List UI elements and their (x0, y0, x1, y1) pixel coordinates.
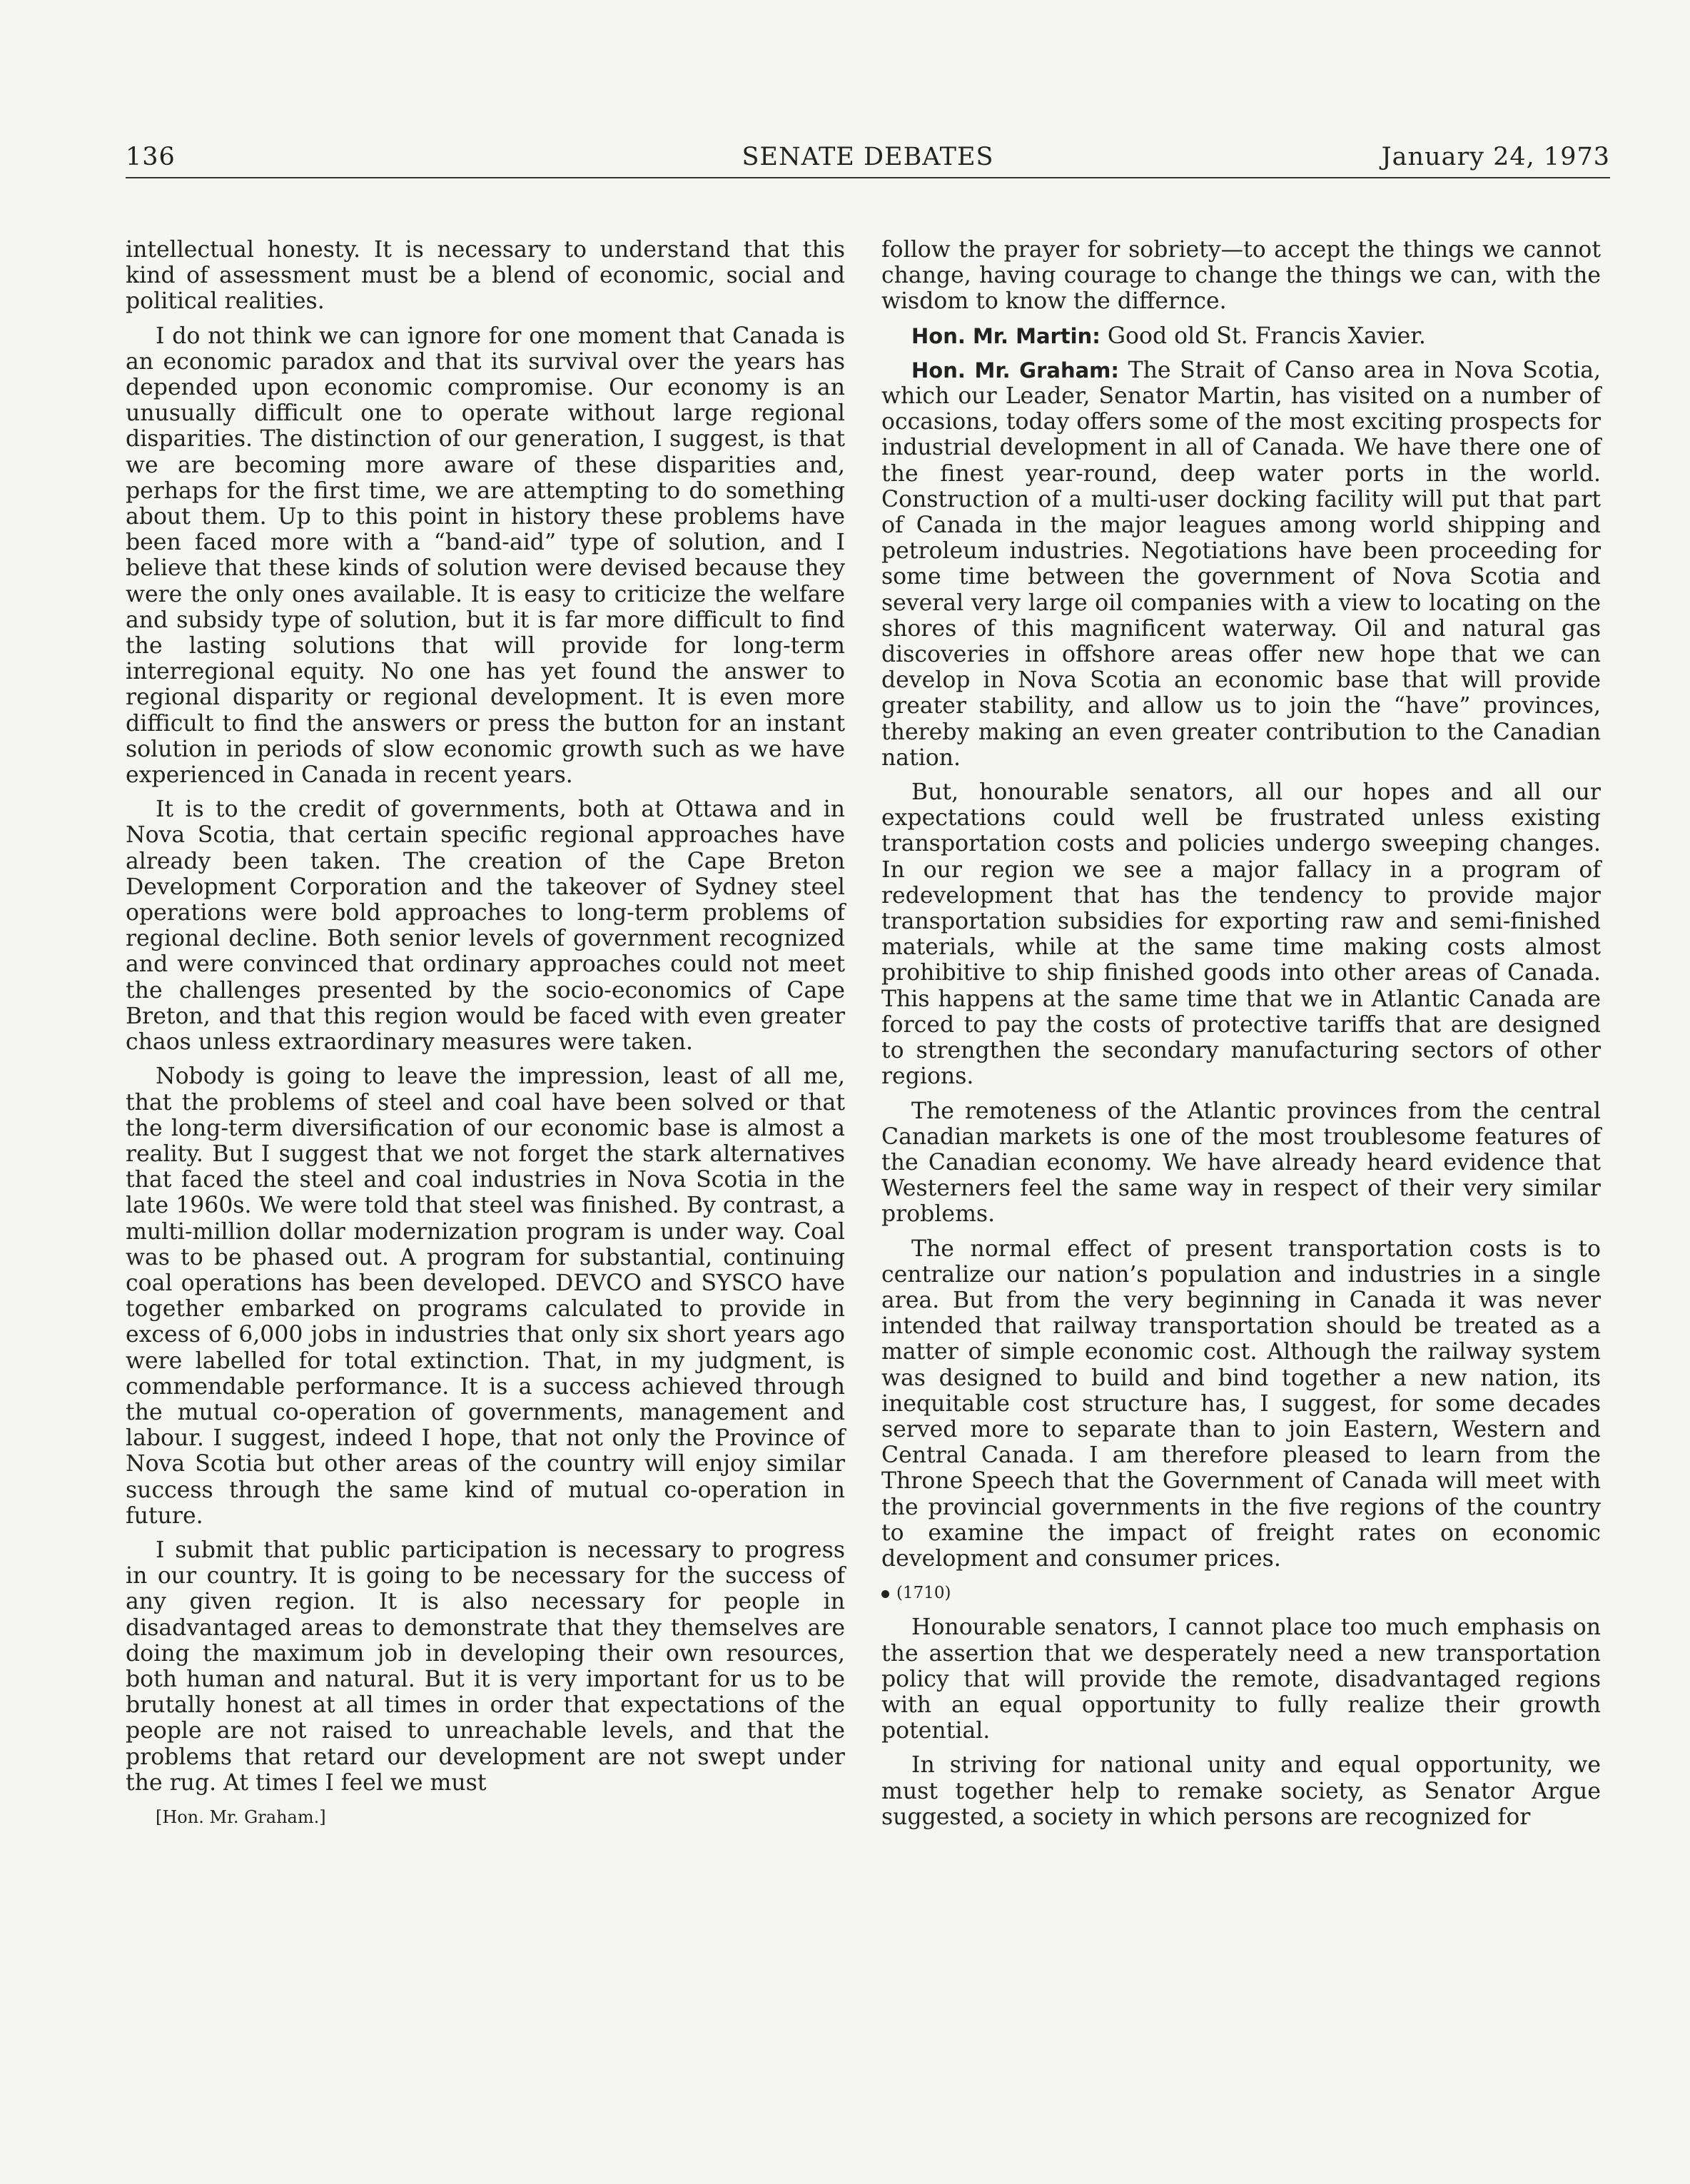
speech-text: Good old St. Francis Xavier. (1100, 323, 1426, 349)
paragraph: I do not think we can ignore for one moment that Canada is an economic paradox and that its survival over the years has depended upon economic compromise. Our economy is an unusually difficult one to operate without large regional disparities. The distinction of our generation, I suggest, is that we are becoming more aware of these disparities and, perhaps for the first time, we are attempting to do something about them. Up to this point in history these problems have been faced more with a “band-aid” type of solution, and I believe that these kinds of solution were devised because they were the only ones available. It is easy to criticize the welfare and subsidy type of solution, but it is far more difficult to find the lasting solutions that will provide for long-term interregional equity. No one has yet found the answer to regional disparity or regional development. It is even more difficult to find the answers or press the button for an instant solution in periods of slow economic growth such as we have experienced in Canada in recent years. (126, 323, 845, 789)
paragraph: But, honourable senators, all our hopes and all our expectations could well be frustrated unless existing transportation costs and policies undergo sweeping changes. In our region we see a major fallacy in a program of redevelopment that has the tendency to provide major transportation subsidies for exporting raw and semi-finished materials, while at the same time making costs almost prohibitive to ship finished goods into other areas of Canada. This happens at the same time that we in Atlantic Canada are forced to pay the costs of protective tariffs that are designed to strengthen the secondary manufacturing sectors of other regions. (881, 779, 1601, 1090)
publication-title: SENATE DEBATES (742, 143, 994, 171)
speaker-paragraph (881, 358, 1601, 771)
page-number: 136 (126, 143, 176, 171)
time-marker-text: (1710) (896, 1584, 951, 1603)
page-header (126, 143, 1610, 178)
speaker-paragraph (881, 323, 1601, 349)
paragraph: intellectual honesty. It is necessary to understand that this kind of assessment must be a blend of economic, social and political realities. (126, 237, 845, 315)
paragraph: The remoteness of the Atlantic provinces from the central Canadian markets is one of the most troublesome features of the Canadian economy. We have already heard evidence that Westerners feel the same way in respect of their very similar problems. (881, 1098, 1601, 1228)
right-column (881, 237, 1601, 1839)
publication-date: January 24, 1973 (1381, 143, 1610, 171)
paragraph: I submit that public participation is necessary to progress in our country. It is going to be necessary for the success of any given region. It is also necessary for people in disadvantaged areas to demonstrate that they themselves are doing the maximum job in developing their own resources, both human and natural. But it is very important for us to be brutally honest at all times in order that expectations of the people are not raised to unreachable levels, and that the problems that retard our development are not swept under the rug. At times I feel we must (126, 1537, 845, 1796)
bullet-icon (881, 1590, 889, 1598)
speaker-name: Hon. Mr. Graham: (911, 358, 1119, 383)
paragraph: Honourable senators, I cannot place too much emphasis on the assertion that we desperately need a new transportation policy that will provide the remote, disadvantaged regions with an equal opportunity to fully realize their growth potential. (881, 1614, 1601, 1744)
speech-text: The Strait of Canso area in Nova Scotia, which our Leader, Senator Martin, has visited on a number of occasions, today offers some of the most exciting prospects for industrial development in all of Canada. We have there one of the finest year-round, deep water ports in the world. Construction of a multi-user docking facility will put that part of Canada in the major leagues among world shipping and petroleum industries. Negotiations have been proceeding for some time between the government of Nova Scotia and several very large oil companies with a view to locating on the shores of this magnificent waterway. Oil and natural gas discoveries in offshore areas offer new hope that we can develop in Nova Scotia an economic base that will provide greater stability, and allow us to join the “have” provinces, thereby making an even greater contribution to the Canadian nation. (881, 357, 1601, 771)
speaker-name: Hon. Mr. Martin: (911, 323, 1100, 348)
paragraph: The normal effect of present transportation costs is to centralize our nation’s population and industries in a single area. But from the very beginning in Canada it was never intended that railway transportation should be treated as a matter of simple economic cost. Although the railway system was designed to build and bind together a new nation, its inequitable cost structure has, I suggest, for some decades served more to separate than to join Eastern, Western and Central Canada. I am therefore pleased to learn from the Throne Speech that the Government of Canada will meet with the provincial governments in the five regions of the country to examine the impact of freight rates on economic development and consumer prices. (881, 1235, 1601, 1572)
paragraph: follow the prayer for sobriety—to accept the things we cannot change, having courage to change the things we can, with the wisdom to know the differnce. (881, 237, 1601, 315)
paragraph: Nobody is going to leave the impression, least of all me, that the problems of steel and coal have been solved or that the long-term diversification of our economic base is almost a reality. But I suggest that we not forget the stark alternatives that faced the steel and coal industries in Nova Scotia in the late 1960s. We were told that steel was finished. By contrast, a multi-million dollar modernization program is under way. Coal was to be phased out. A program for substantial, continuing coal operations has been developed. DEVCO and SYSCO have together embarked on programs calculated to provide in excess of 6,000 jobs in industries that only six short years ago were labelled for total extinction. That, in my judgment, is commendable performance. It is a success achieved through the mutual co-operation of governments, management and labour. I suggest, indeed I hope, that not only the Province of Nova Scotia but other areas of the country will enjoy similar success through the same kind of mutual co-operation in future. (126, 1063, 845, 1529)
paragraph: In striving for national unity and equal opportunity, we must together help to remake society, as Senator Argue suggested, a society in which persons are recognized for (881, 1752, 1601, 1830)
left-column (126, 237, 845, 1839)
time-marker (881, 1580, 1601, 1606)
speaker-footnote: [Hon. Mr. Graham.] (156, 1806, 326, 1827)
paragraph: It is to the credit of governments, both at Ottawa and in Nova Scotia, that certain specific regional approaches have already been taken. The creation of the Cape Breton Development Corporation and the takeover of Sydney steel operations were bold approaches to long-term problems of regional decline. Both senior levels of government recognized and were convinced that ordinary approaches could not meet the challenges presented by the socio-economics of Cape Breton, and that this region would be faced with even greater chaos unless extraordinary measures were taken. (126, 797, 845, 1056)
